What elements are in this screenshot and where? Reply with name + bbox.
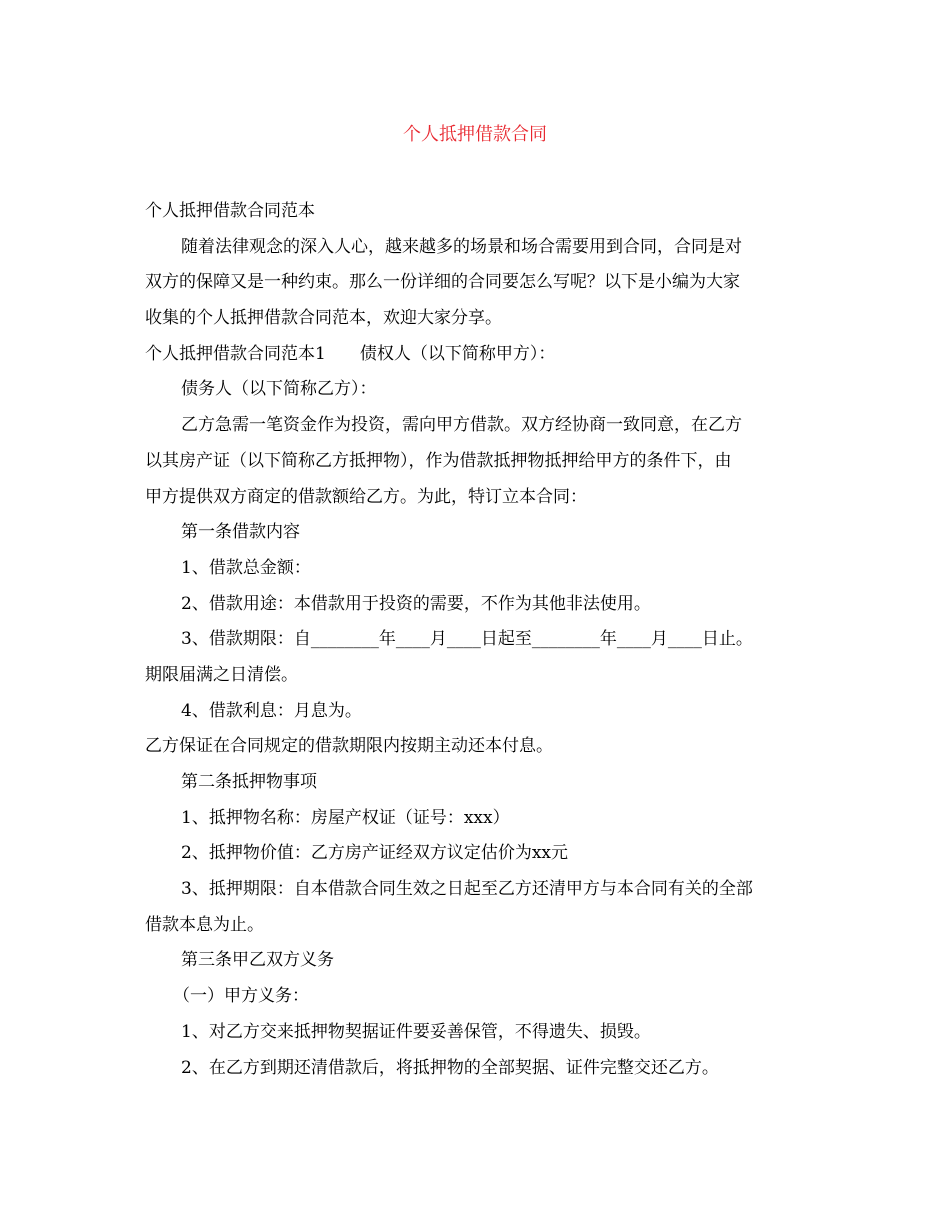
paragraph-line: 乙方急需一笔资金作为投资，需向甲方借款。双方经协商一致同意，在乙方 [181,415,742,436]
list-item: 2、在乙方到期还清借款后，将抵押物的全部契据、证件完整交还乙方。 [181,1057,719,1078]
paragraph-line: 个人抵押借款合同范本1 债权人（以下简称甲方）： [145,343,556,364]
section-heading: 第二条抵押物事项 [181,772,317,792]
list-item: 1、抵押物名称：房屋产权证（证号：xxx） [181,807,510,828]
paragraph-line: 借款本息为止。 [145,914,264,935]
paragraph-line: 乙方保证在合同规定的借款期限内按期主动还本付息。 [145,736,553,757]
paragraph-line: 双方的保障又是一种约束。那么一份详细的合同要怎么写呢？以下是小编为大家 [145,272,740,293]
paragraph-line: 以其房产证（以下简称乙方抵押物），作为借款抵押物抵押给甲方的条件下，由 [145,450,732,471]
list-item: 3、抵押期限：自本借款合同生效之日起至乙方还清甲方与本合同有关的全部 [181,879,753,900]
paragraph-line: 个人抵押借款合同范本 [145,201,315,221]
paragraph-line: 随着法律观念的深入人心，越来越多的场景和场合需要用到合同，合同是对 [181,236,742,257]
list-item: 1、借款总金额： [181,557,311,578]
subsection-heading: （一）甲方义务： [173,986,309,1007]
paragraph-line: 甲方提供双方商定的借款额给乙方。为此，特订立本合同： [145,486,587,507]
paragraph-line: 收集的个人抵押借款合同范本，欢迎大家分享。 [145,308,502,329]
list-item: 3、借款期限：自________年____月____日起至________年____月____日止。 [181,629,753,650]
list-item: 2、借款用途：本借款用于投资的需要，不作为其他非法使用。 [181,593,651,614]
section-heading: 第三条甲乙双方义务 [181,950,334,971]
list-item: 2、抵押物价值：乙方房产证经双方议定估价为xx元 [181,843,568,864]
document-title: 个人抵押借款合同 [403,124,547,145]
list-item: 1、对乙方交来抵押物契据证件要妥善保管，不得遗失、损毁。 [181,1021,651,1042]
list-item: 4、借款利息：月息为。 [181,700,362,721]
paragraph-line: 债务人（以下简称乙方）： [181,379,377,400]
document-body [145,194,807,1086]
section-heading: 第一条借款内容 [181,522,300,543]
paragraph-line: 期限届满之日清偿。 [145,664,298,685]
